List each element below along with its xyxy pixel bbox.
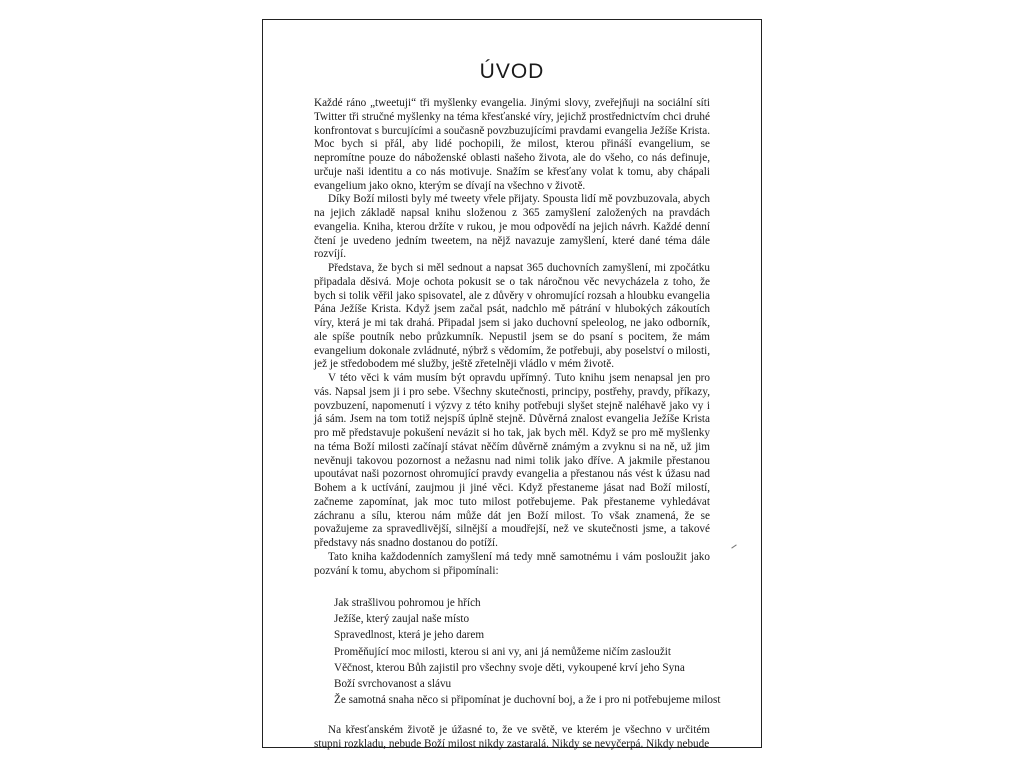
list-item: Spravedlnost, která je jeho darem [334, 629, 485, 642]
page-body [314, 97, 721, 751]
list-item: Ježíše, který zaujal naše místo [334, 613, 470, 626]
paragraph-2: Díky Boží milosti byly mé tweety vřele přijaty. Spousta lidí mě povzbuzovala, abych na jejich základě napsal knihu složenou z 365 zamyšlení založených na pravdách evangelia. Kniha, kterou držíte v rukou, je mou odpovědí na jejich návrh. Každé denní čtení je uvedeno jedním tweetem, na nějž navazuje zamyšlení, které dané téma dále rozvíjí. [314, 193, 710, 261]
book-page [262, 19, 762, 748]
list-item: Věčnost, kterou Bůh zajistil pro všechny svoje děti, vykoupené krví jeho Syna [334, 661, 685, 674]
list-item: Proměňující moc milosti, kterou si ani vy, ani já nemůžeme ničím zasloužit [334, 645, 671, 658]
paragraph-1: Každé ráno „tweetuji“ tři myšlenky evangelia. Jinými slovy, zveřejňuji na sociální síti Twitter tři stručné myšlenky na téma křesťanské víry, jejichž prostřednictvím chci druhé konfrontovat s burcujícími a současně povzbuzujícími pravdami evangelia Ježíše Krista. Moc bych si přál, aby lidé pochopili, že milost, kterou přináší evangelium, se nepromítne pouze do náboženské oblasti našeho života, ale do všeho, co nás definuje, určuje naši identitu a co nás motivuje. Snažím se křesťany volat k tomu, aby chápali evangelium jako okno, kterým se dívají na všechno v životě. [314, 97, 710, 192]
page-title: ÚVOD [479, 60, 545, 83]
reminder-list [334, 595, 721, 708]
list-item: Že samotná snaha něco si připomínat je duchovní boj, a že i pro ni potřebujeme milost [334, 693, 721, 706]
closing-paragraph: Na křesťanském životě je úžasné to, že ve světě, ve kterém je všechno v určitém stupni rozkladu, nebude Boží milost nikdy zastaralá. Nikdy se nevyčerpá. Nikdy nebude [314, 723, 710, 750]
paragraph-4: V této věci k vám musím být opravdu upřímný. Tuto knihu jsem nenapsal jen pro vás. Napsal jsem ji i pro sebe. Všechny skutečnosti, principy, postřehy, pravdy, příkazy, povzbuzení, napomenutí i výzvy z této knihy potřebuji slyšet stejně naléhavě jako vy i já sám. Jsem na tom totiž nejspíš úplně stejně. Důvěrná znalost evangelia Ježíše Krista pro mě představuje pokušení nevázit si ho tak, jak bych měl. Když se pro mě myšlenky na téma Boží milosti začínají stávat něčím důvěrně známým a zvyknu si na ně, už jim nevěnuji takovou pozornost a nežasnu nad nimi tolik jako dříve. A jakmile přestanou upoutávat naši pozornost ohromující pravdy evangelia a přestanou nás vést k úžasu nad Bohem a k uctívání, zaujmou ji jiné věci. Když přestaneme jásat nad Boží milostí, začneme zapomínat, jak moc tuto milost potřebujeme. Pak přestaneme vyhledávat záchranu a sílu, kterou nám může dát jen Boží milost. To však znamená, že se považujeme za spravedlivější, silnější a moudřejší, než ve skutečnosti jsme, a takové představy nás snadno dostanou do potíží. [314, 372, 710, 549]
pencil-mark [731, 544, 736, 548]
list-item: Jak strašlivou pohromou je hřích [334, 597, 481, 610]
paragraph-5: Tato kniha každodenních zamyšlení má tedy mně samotnému i vám posloužit jako pozvání k tomu, abychom si připomínali: [314, 550, 710, 577]
list-item: Boží svrchovanost a slávu [334, 677, 452, 690]
paragraph-3: Představa, že bych si měl sednout a napsat 365 duchovních zamyšlení, mi zpočátku připadala děsivá. Moje ochota pokusit se o tak náročnou věc nevycházela z toho, že bych si tolik věřil jako spisovatel, ale z důvěry v ohromující rozsah a hloubku evangelia Pána Ježíše Krista. Když jsem začal psát, nadchlo mě pátrání v hlubokých zákoutích víry, která je mi tak drahá. Připadal jsem si jako duchovní speleolog, ne jako odborník, ale spíše poutník nebo průzkumník. Nepustil jsem se do psaní s pocitem, že mám evangelium dokonale zvládnuté, nýbrž s vědomím, že potřebuji, aby poselství o milosti, jež je středobodem mé služby, ještě zřetelněji vládlo v mém životě. [314, 262, 710, 371]
